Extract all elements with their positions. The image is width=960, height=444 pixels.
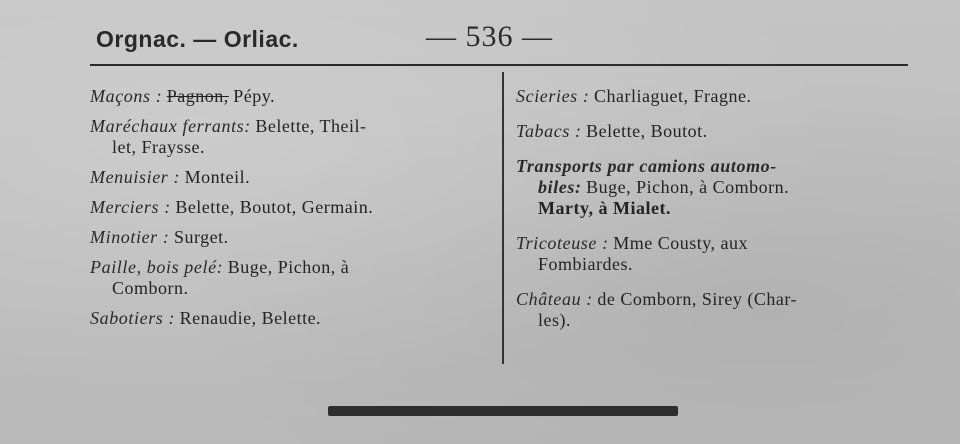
left-column xyxy=(90,86,490,338)
entry-term: Tricoteuse : xyxy=(516,233,609,253)
entry-value: Monteil. xyxy=(184,167,251,187)
entry-value-continuation: let, Fraysse. xyxy=(112,137,205,157)
page-header xyxy=(96,18,916,58)
entry-value: Buge, Pichon, à xyxy=(227,257,350,277)
entry-value: Belette, Boutot, Germain. xyxy=(175,197,374,217)
entry-value-continuation: Fombiardes. xyxy=(538,254,633,274)
entry-value: Surget. xyxy=(174,227,229,247)
entry-transports xyxy=(516,156,916,219)
bottom-rule-bar xyxy=(328,406,678,416)
entry-term: Château : xyxy=(516,289,593,309)
header-rule xyxy=(90,64,908,66)
column-divider xyxy=(502,72,504,364)
entry-value: Pépy. xyxy=(233,86,276,106)
entry-menuisier xyxy=(90,167,490,188)
entry-value-continuation: Marty, à Mialet. xyxy=(538,198,671,218)
entry-value: Belette, Boutot. xyxy=(586,121,708,141)
entry-chateau xyxy=(516,289,916,331)
entry-term: Paille, bois pelé: xyxy=(90,257,224,277)
entry-sabotiers xyxy=(90,308,490,329)
entry-term: Menuisier : xyxy=(90,167,181,187)
entry-term-continuation: biles: xyxy=(538,177,582,197)
entry-term: Maréchaux ferrants: xyxy=(90,116,251,136)
entry-marechaux-ferrants xyxy=(90,116,490,158)
entry-tabacs xyxy=(516,121,916,142)
entry-value: Belette, Theil- xyxy=(255,116,367,136)
entry-paille-bois-pele xyxy=(90,257,490,299)
entry-merciers xyxy=(90,197,490,218)
entry-value-struck: Pagnon, xyxy=(166,86,229,106)
entry-value: Buge, Pichon, à Comborn. xyxy=(586,177,790,197)
entry-term: Scieries : xyxy=(516,86,590,106)
entry-scieries xyxy=(516,86,916,107)
right-column xyxy=(516,86,916,340)
entry-value-continuation: Comborn. xyxy=(112,278,189,298)
entry-value: Renaudie, Belette. xyxy=(179,308,322,328)
entry-value: Mme Cousty, aux xyxy=(613,233,749,253)
entry-macons xyxy=(90,86,490,107)
entry-minotier xyxy=(90,227,490,248)
entry-term: Minotier : xyxy=(90,227,170,247)
page-title: Orgnac. — Orliac. xyxy=(96,26,299,52)
entry-value: Charliaguet, Fragne. xyxy=(593,86,752,106)
entry-term: Tabacs : xyxy=(516,121,582,141)
entry-value-continuation: les). xyxy=(538,310,571,330)
entry-term: Merciers : xyxy=(90,197,171,217)
page-number: — 536 — xyxy=(426,20,553,53)
entry-term: Maçons : xyxy=(90,86,163,106)
entry-term: Transports par camions automo- xyxy=(516,156,777,176)
entry-tricoteuse xyxy=(516,233,916,275)
entry-value: de Comborn, Sirey (Char- xyxy=(597,289,797,309)
entry-term: Sabotiers : xyxy=(90,308,176,328)
